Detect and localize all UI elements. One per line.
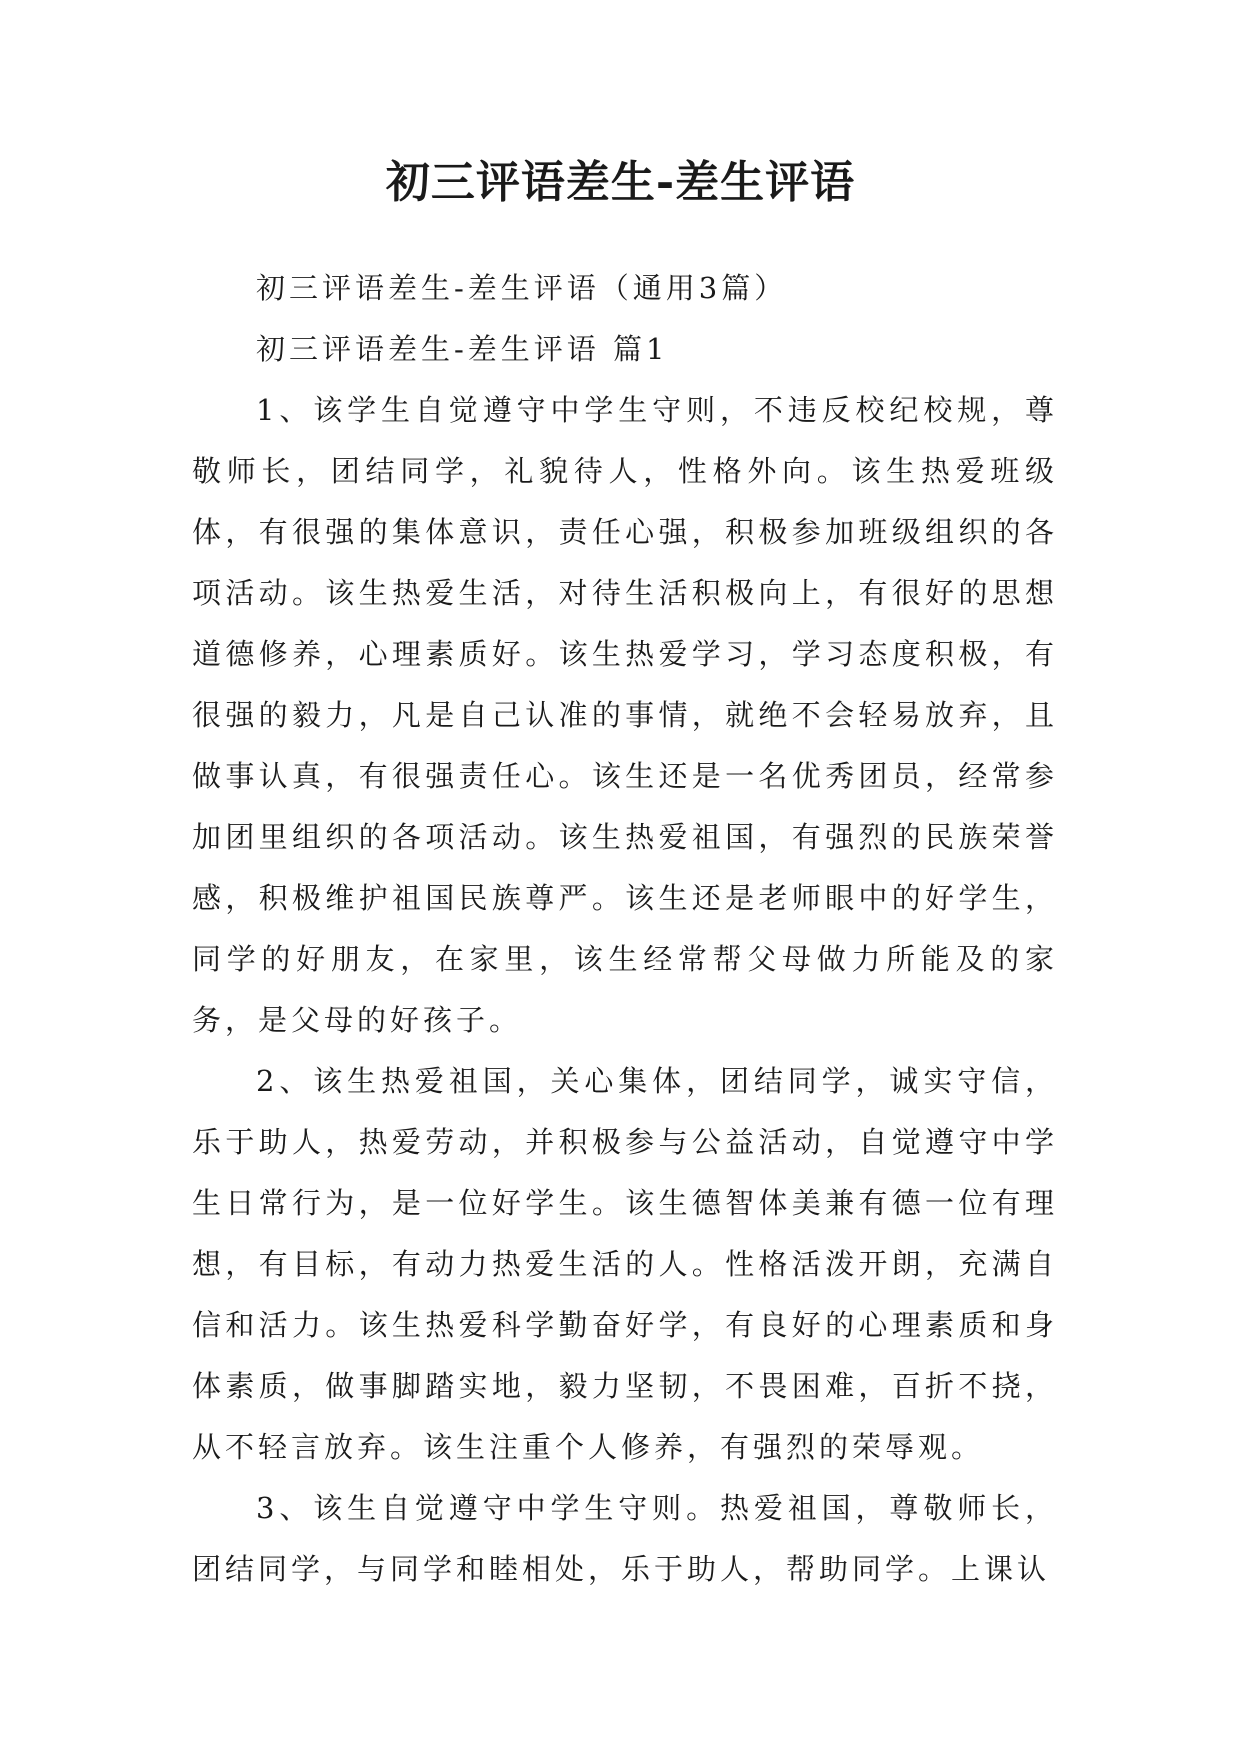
paragraph-2: 2、该生热爱祖国，关心集体，团结同学，诚实守信，乐于助人，热爱劳动，并积极参与公益活动，自觉遵守中学生日常行为，是一位好学生。该生德智体美兼有德一位有理想，有目标，有动力热爱生活的人。性格活泼开朗，充满自信和活力。该生热爱科学勤奋好学，有良好的心理素质和身体素质，做事脚踏实地，毅力坚韧，不畏困难，百折不挠，从不轻言放弃。该生注重个人修养，有强烈的荣辱观。	[192, 1064, 1058, 1464]
document-body	[192, 258, 1058, 1600]
section-heading: 初三评语差生-差生评语 篇1	[256, 332, 669, 366]
paragraph-1: 1、该学生自觉遵守中学生守则，不违反校纪校规，尊敬师长，团结同学，礼貌待人，性格外向。该生热爱班级体，有很强的集体意识，责任心强，积极参加班级组织的各项活动。该生热爱生活，对待生活积极向上，有很好的思想道德修养，心理素质好。该生热爱学习，学习态度积极，有很强的毅力，凡是自己认准的事情，就绝不会轻易放弃，且做事认真，有很强责任心。该生还是一名优秀团员，经常参加团里组织的各项活动。该生热爱祖国，有强烈的民族荣誉感，积极维护祖国民族尊严。该生还是老师眼中的好学生，同学的好朋友，在家里，该生经常帮父母做力所能及的家务，是父母的好孩子。	[192, 393, 1058, 1037]
document-title: 初三评语差生-差生评语	[385, 157, 856, 208]
paragraph-3: 3、该生自觉遵守中学生守则。热爱祖国，尊敬师长，团结同学，与同学和睦相处，乐于助人，帮助同学。上课认	[192, 1491, 1058, 1586]
document-subtitle: 初三评语差生-差生评语（通用3篇）	[256, 271, 788, 305]
